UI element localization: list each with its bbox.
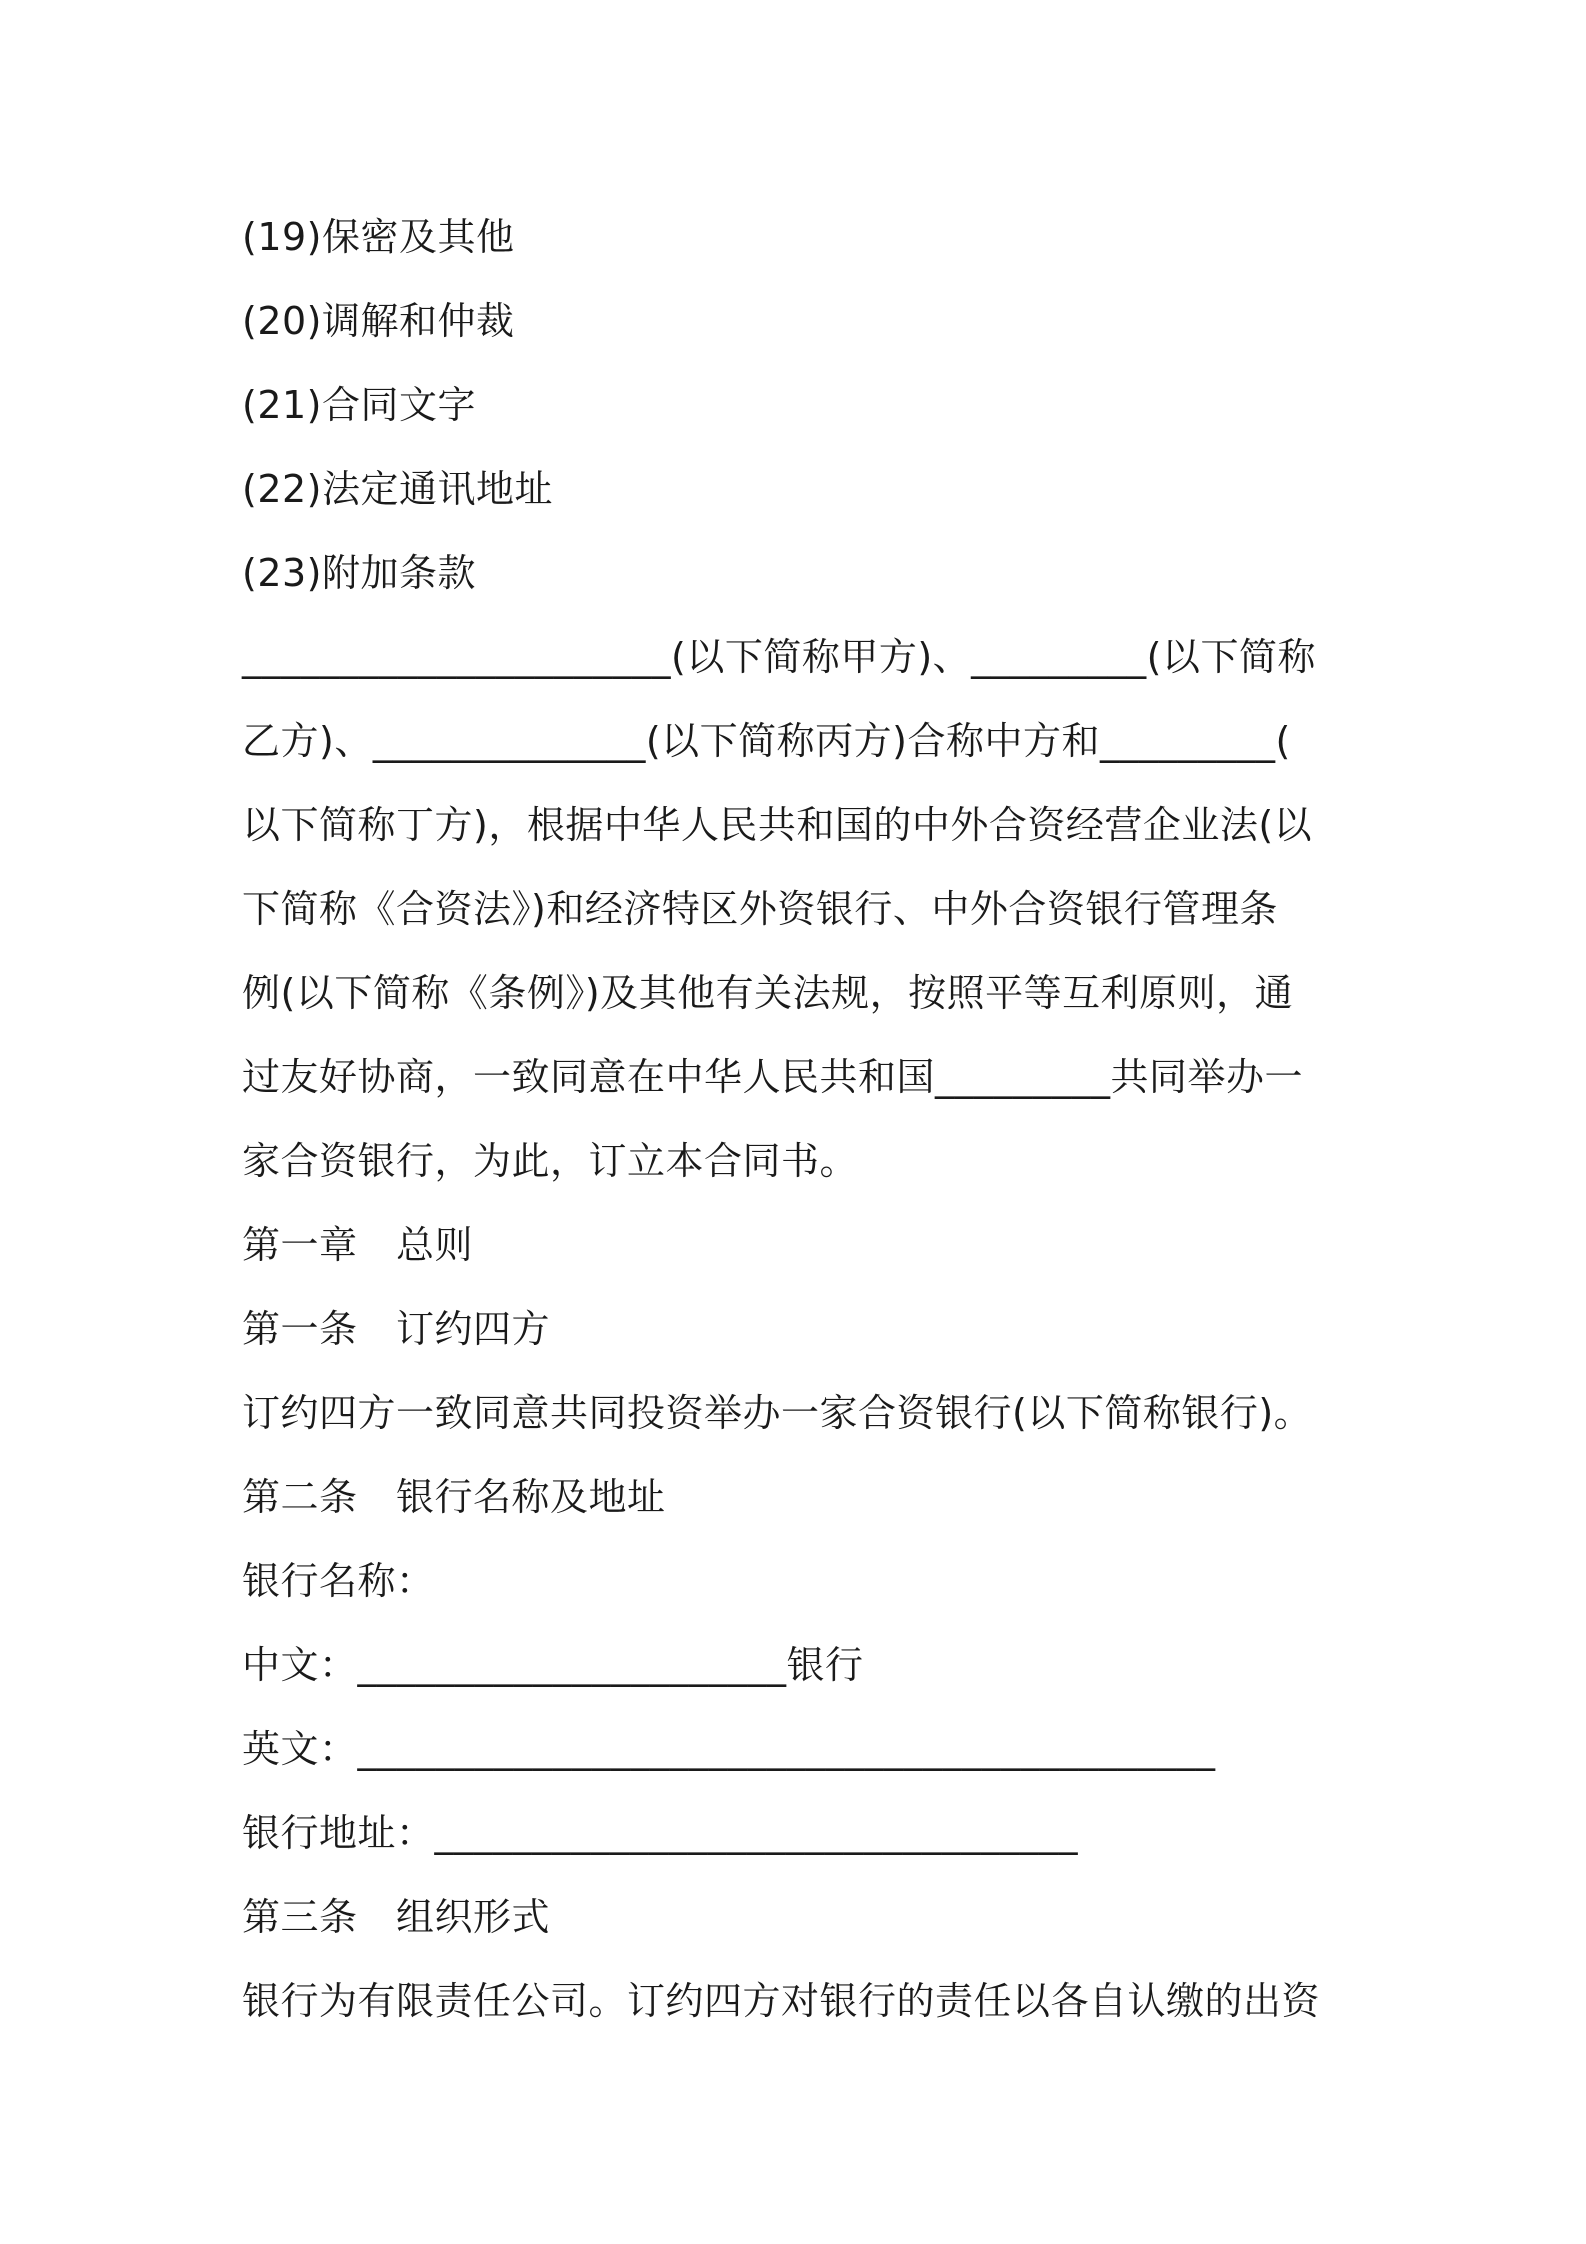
article-1-heading: 第一条 订约四方	[242, 1307, 551, 1351]
preamble-line-5: 例(以下简称《条例》)及其他有关法规，按照平等互利原则，通	[242, 971, 1294, 1015]
preamble-line-7: 家合资银行，为此，订立本合同书。	[242, 1139, 859, 1183]
article-3-heading: 第三条 组织形式	[242, 1895, 551, 1939]
bank-name-chinese: 中文：______________________银行	[242, 1643, 864, 1687]
bank-name-english: 英文：____________________________________________	[242, 1727, 1216, 1771]
toc-item-23: (23)附加条款	[242, 551, 477, 595]
bank-address: 银行地址：_________________________________	[242, 1811, 1079, 1855]
bank-name-label: 银行名称：	[242, 1559, 435, 1603]
toc-item-19: (19)保密及其他	[242, 215, 515, 259]
chapter-1-heading: 第一章 总则	[242, 1223, 474, 1267]
preamble-line-3: 以下简称丁方)，根据中华人民共和国的中外合资经营企业法(以	[242, 803, 1313, 847]
preamble-line-2: 乙方)、______________(以下简称丙方)合称中方和_________(	[242, 719, 1291, 763]
toc-item-22: (22)法定通讯地址	[242, 467, 554, 511]
preamble-line-4: 下简称《合资法》)和经济特区外资银行、中外合资银行管理条	[242, 887, 1278, 931]
toc-item-20: (20)调解和仲裁	[242, 299, 515, 343]
preamble-line-1: ______________________(以下简称甲方)、_________(以下简称	[242, 635, 1316, 679]
document-content	[242, 195, 1362, 2043]
article-3-body: 银行为有限责任公司。订约四方对银行的责任以各自认缴的出资	[242, 1979, 1321, 2023]
preamble-line-6: 过友好协商，一致同意在中华人民共和国_________共同举办一	[242, 1055, 1304, 1099]
toc-item-21: (21)合同文字	[242, 383, 477, 427]
article-2-heading: 第二条 银行名称及地址	[242, 1475, 666, 1519]
article-1-body: 订约四方一致同意共同投资举办一家合资银行(以下简称银行)。	[242, 1391, 1313, 1435]
